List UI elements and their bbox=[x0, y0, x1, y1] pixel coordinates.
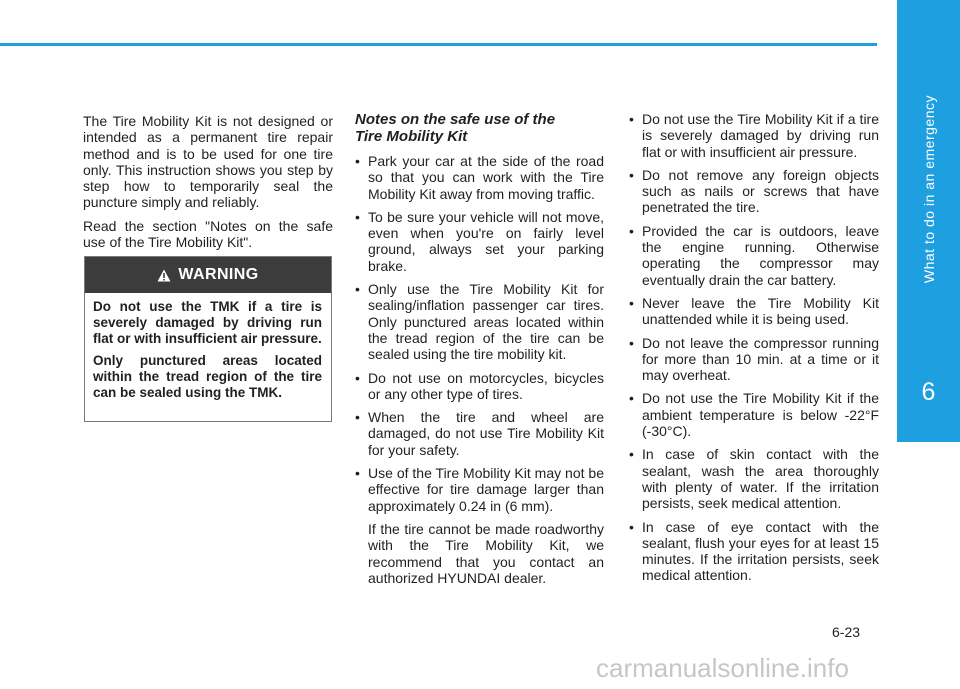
bullet-icon: • bbox=[629, 518, 634, 535]
bullet-icon: • bbox=[355, 465, 360, 482]
list-item: • Park your car at the side of the road so that you can work with the Tire Mobility Kit away from moving traffic. bbox=[355, 153, 604, 202]
bullet-icon: • bbox=[355, 369, 360, 386]
page-number: 6-23 bbox=[832, 624, 861, 640]
list-item: • To be sure your vehicle will not move, even when you're on fairly level ground, always set your parking brake. bbox=[355, 208, 604, 274]
list-item: • Provided the car is outdoors, leave the engine running. Otherwise operating the compressor may eventually drain the car battery. bbox=[629, 222, 879, 288]
bullet-icon: • bbox=[629, 294, 634, 311]
bullet-icon: • bbox=[355, 153, 360, 169]
list-item: • In case of skin contact with the sealant, wash the area thoroughly with plenty of water. If the irritation persists, seek medical attention. bbox=[629, 446, 879, 512]
list-item: • Do not use the Tire Mobility Kit if a tire is severely damaged by driving run flat or with insufficient air pressure. bbox=[629, 111, 879, 160]
list-item-continuation: If the tire cannot be made roadworthy with the Tire Mobility Kit, we recommend that you contact an authorized HYUNDAI dealer. bbox=[368, 520, 604, 586]
warning-header bbox=[85, 257, 331, 293]
warning-triangle-icon bbox=[157, 269, 171, 282]
bullet-icon: • bbox=[629, 390, 634, 407]
intro-column bbox=[83, 113, 333, 257]
bullet-icon: • bbox=[355, 208, 360, 225]
bullet-icon: • bbox=[629, 446, 634, 463]
intro-paragraph: The Tire Mobility Kit is not designed or intended as a permanent tire repair method and is to be used for one tire only. This instruction shows you step by step how to temporarily seal the puncture simply and reliably. bbox=[83, 113, 333, 211]
list-item: • Never leave the Tire Mobility Kit unattended while it is being used. bbox=[629, 294, 879, 328]
bullet-icon: • bbox=[355, 409, 360, 426]
safe-use-list bbox=[355, 153, 604, 586]
warning-text: Do not use the TMK if a tire is severely damaged by driving run flat or with insufficient air pressure. bbox=[93, 299, 322, 346]
watermark: carmanualsonline.info bbox=[596, 653, 849, 683]
list-item: • In case of eye contact with the sealant, flush your eyes for at least 15 minutes. If the irritation persists, seek medical attention. bbox=[629, 518, 879, 584]
list-item: • When the tire and wheel are damaged, do not use Tire Mobility Kit for your safety. bbox=[355, 409, 604, 458]
bullet-icon: • bbox=[629, 166, 634, 183]
section-heading: Notes on the safe use of the Tire Mobility Kit bbox=[355, 111, 556, 145]
chapter-title: What to do in an emergency bbox=[921, 94, 937, 284]
list-item: • Do not use the Tire Mobility Kit if the ambient temperature is below -22°F (-30°C). bbox=[629, 390, 879, 440]
header-rule bbox=[0, 43, 877, 46]
warning-title: WARNING bbox=[178, 266, 259, 283]
precautions-list bbox=[629, 111, 879, 584]
safe-use-column bbox=[355, 111, 604, 593]
bullet-icon: • bbox=[629, 222, 634, 239]
bullet-icon: • bbox=[355, 281, 360, 298]
warning-body bbox=[85, 293, 331, 401]
list-item: • Use of the Tire Mobility Kit may not be effective for tire damage larger than approximately 0.24 in (6 mm). If the tire cannot be made roadworthy with the Tire Mobility Kit, we recommend that you contact an authorized HYUNDAI dealer. bbox=[355, 465, 604, 586]
list-item: • Do not leave the compressor running for more than 10 min. at a time or it may overheat. bbox=[629, 334, 879, 384]
warning-text: Only punctured areas located within the tread region of the tire can be sealed using the TMK. bbox=[93, 353, 322, 400]
list-item: • Do not remove any foreign objects such as nails or screws that have penetrated the tire. bbox=[629, 166, 879, 216]
warning-box bbox=[84, 256, 332, 422]
intro-paragraph: Read the section "Notes on the safe use of the Tire Mobility Kit". bbox=[83, 217, 333, 251]
bullet-icon: • bbox=[629, 111, 634, 127]
list-item: • Only use the Tire Mobility Kit for sealing/inflation passenger car tires. Only punctured areas located within the tread region of the tire can be sealed using the tire mobility kit. bbox=[355, 281, 604, 363]
bullet-icon: • bbox=[629, 334, 634, 351]
chapter-number: 6 bbox=[921, 378, 936, 406]
precautions-column bbox=[629, 111, 879, 591]
list-item: • Do not use on motorcycles, bicycles or any other type of tires. bbox=[355, 369, 604, 402]
